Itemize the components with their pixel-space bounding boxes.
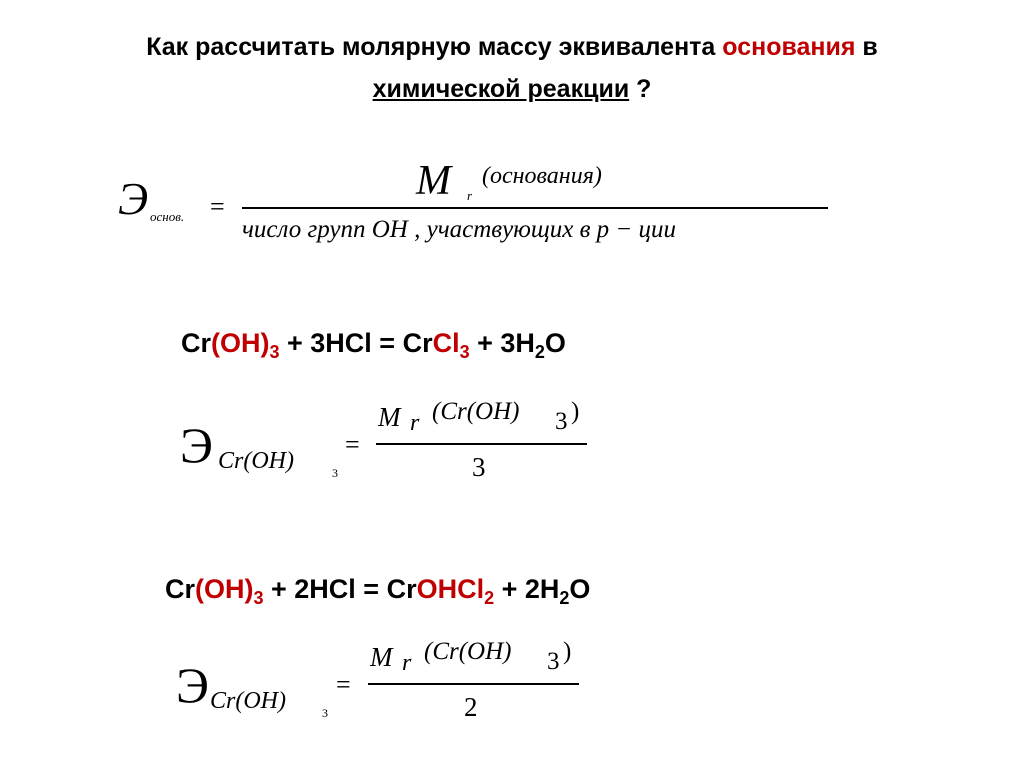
reaction-1-cl: Cl	[432, 328, 460, 358]
reaction-1-oh: (OH)	[211, 328, 270, 358]
formula-2-symbol: Э	[176, 657, 210, 713]
title-text-end: ?	[629, 75, 652, 103]
formula-2-num-close: )	[563, 638, 572, 665]
reaction-1-part: + 3H	[469, 328, 535, 358]
reaction-2-oh: (OH)	[195, 574, 254, 604]
reaction-1-part: + 3HCl = Cr	[279, 328, 433, 358]
reaction-1-cl-sub: 3	[459, 342, 470, 362]
reaction-2-part: + 2H	[494, 574, 560, 604]
formula-general-denominator: число групп OH , участвующих в р − ции	[242, 216, 677, 243]
reaction-2-oh-group	[195, 574, 264, 608]
title-text-mid: в	[855, 33, 878, 61]
reaction-1-part: O	[544, 328, 566, 358]
formula-1-symbol: Э	[180, 417, 214, 473]
reaction-2-part: Cr	[165, 574, 196, 604]
reaction-1	[181, 328, 566, 362]
reaction-2-h2-sub: 2	[559, 588, 570, 608]
formula-2-num-r: r	[402, 650, 412, 676]
reaction-2-part: O	[569, 574, 591, 604]
reaction-2-part: + 2HCl = Cr	[263, 574, 417, 604]
reaction-2-ohcl-sub: 2	[484, 588, 495, 608]
formula-1-denominator: 3	[472, 452, 486, 482]
formula-1-fraction-line	[376, 443, 587, 445]
formula-1-num-r: r	[410, 410, 420, 436]
reaction-1-h2-sub: 2	[534, 342, 545, 362]
title-underlined: химической реакции	[372, 75, 630, 103]
formula-2-num-sub: 3	[547, 648, 560, 675]
formula-general-subscript: основ.	[150, 209, 185, 224]
formula-general-symbol: Э	[118, 173, 149, 224]
formula-1-num-close: )	[571, 398, 580, 425]
formula-2-subscript: Cr(OH)	[210, 688, 286, 714]
formula-1-subscript-sub: 3	[332, 466, 338, 480]
formula-2-fraction-line	[368, 683, 579, 685]
formula-1-num-text: (Cr(OH)	[432, 398, 520, 425]
reaction-1-part: Cr	[181, 328, 212, 358]
formula-general-num-r: r	[467, 188, 473, 203]
reaction-2-oh-sub: 3	[253, 588, 264, 608]
reaction-2-ohcl: OHCl	[416, 574, 485, 604]
formula-2-equals: =	[336, 670, 351, 699]
reaction-2-ohcl-group	[416, 574, 495, 608]
formula-1-num-sub: 3	[555, 408, 568, 435]
reaction-1-oh-group	[211, 328, 280, 362]
reaction-2	[165, 574, 591, 608]
formula-general-num-text: (основания)	[482, 163, 602, 189]
formula-2-subscript-sub: 3	[322, 706, 328, 720]
title-highlight: основания	[722, 33, 856, 61]
formula-2-denominator: 2	[464, 692, 478, 722]
slide-title	[40, 26, 984, 110]
reaction-1-oh-sub: 3	[269, 342, 280, 362]
formula-2-num-text: (Cr(OH)	[424, 638, 512, 665]
formula-1-subscript: Cr(OH)	[218, 448, 294, 474]
formula-2-num-m: M	[370, 642, 393, 672]
reaction-1-cl-group	[432, 328, 470, 362]
formula-general-fraction-line	[242, 207, 828, 209]
title-text-start: Как рассчитать молярную массу эквивалента	[146, 33, 723, 61]
formula-general-num-m: M	[416, 158, 451, 204]
formula-1-equals: =	[345, 430, 360, 459]
formula-1-num-m: M	[378, 402, 401, 432]
formula-general-equals: =	[210, 192, 225, 221]
